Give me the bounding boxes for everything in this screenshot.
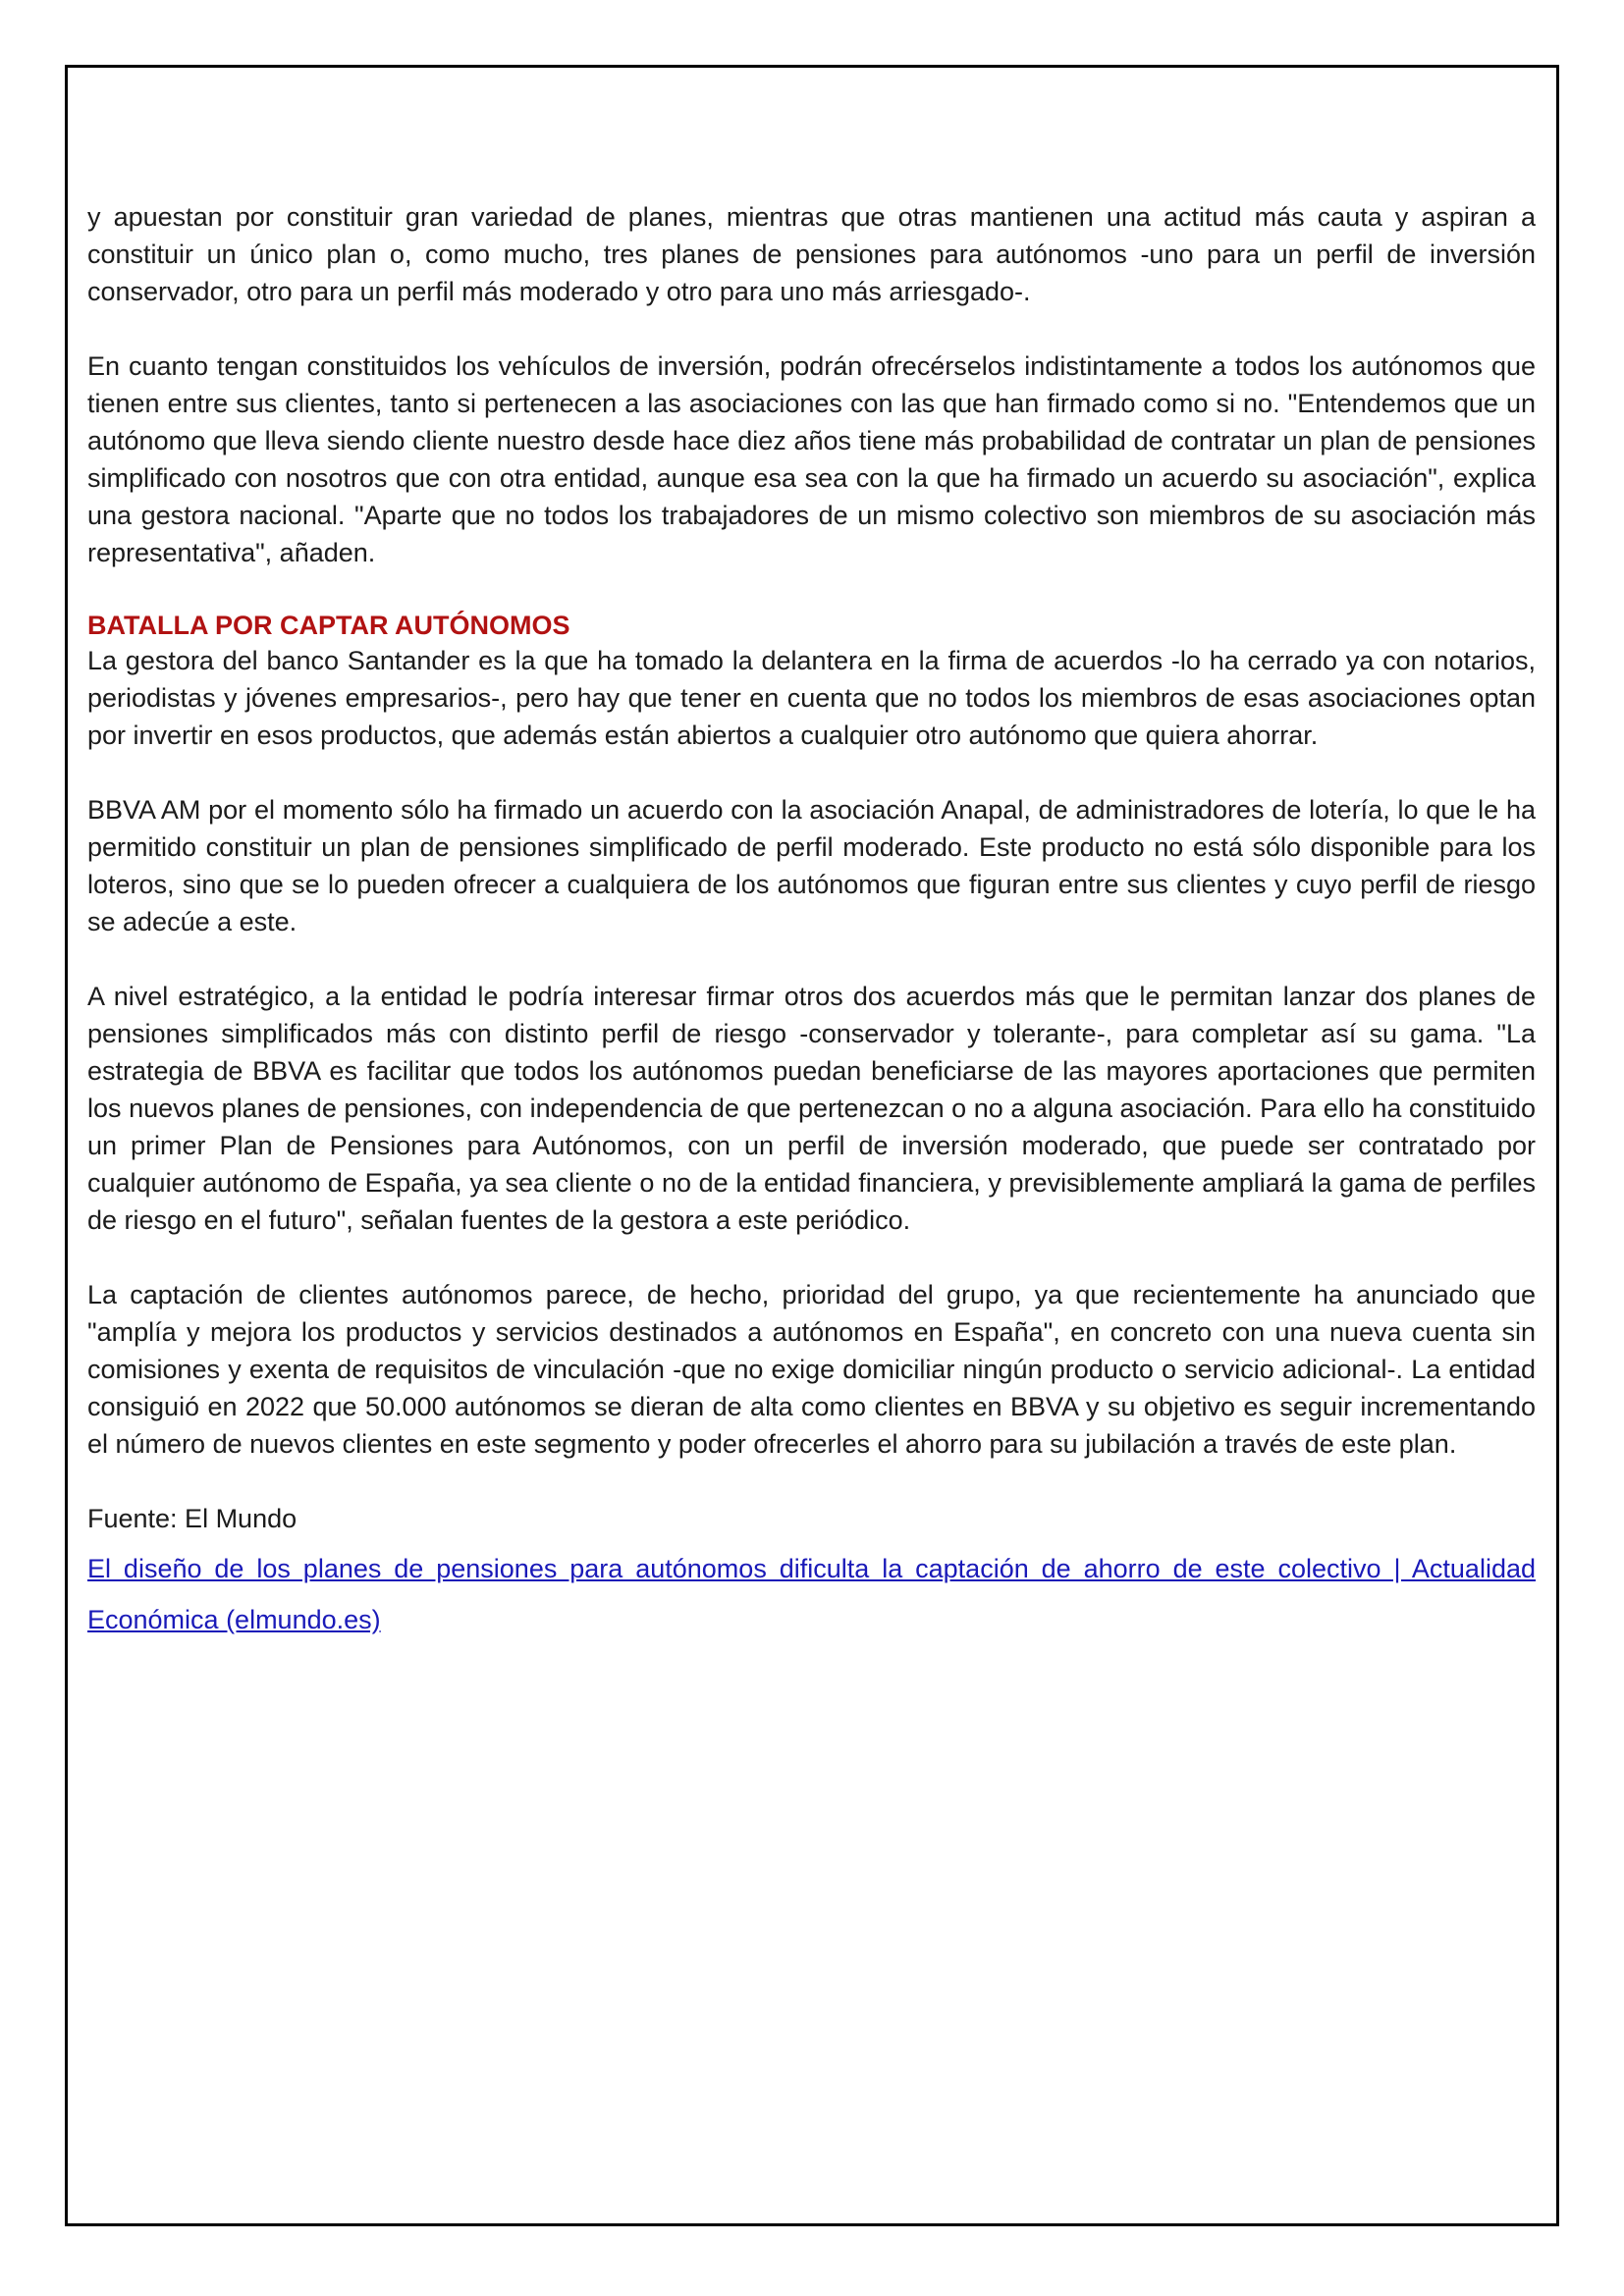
source-line: Fuente: El Mundo [87, 1504, 298, 1533]
paragraph-planes-variedad: y apuestan por constituir gran variedad de planes, mientras que otras mantienen una actitud más cauta y aspiran a constituir un único plan o, como mucho, tres planes de pensiones para autónomos -uno para un perfil de inversión conservador, otro para un perfil más moderado y otro para uno más arriesgado-. [87, 202, 1536, 306]
paragraph-captacion-clientes: La captación de clientes autónomos parece, de hecho, prioridad del grupo, ya que recientemente ha anunciado que "amplía y mejora los productos y servicios destinados a autónomos en España", en concreto con una nueva cuenta sin comisiones y exenta de requisitos de vinculación -que no exige domiciliar ningún producto o servicio adicional-. La entidad consiguió en 2022 que 50.000 autónomos se dieran de alta como clientes en BBVA y su objetivo es seguir incrementando el número de nuevos clientes en este segmento y poder ofrecerles el ahorro para su jubilación a través de este plan. [87, 1280, 1536, 1459]
paragraph-vehiculos-inversion: En cuanto tengan constituidos los vehículos de inversión, podrán ofrecérselos indistintamente a todos los autónomos que tienen entre sus clientes, tanto si pertenecen a las asociaciones con las que han firmado como si no. "Entendemos que un autónomo que lleva siendo cliente nuestro desde hace diez años tiene más probabilidad de contratar un plan de pensiones simplificado con nosotros que con otra entidad, aunque esa sea con la que ha firmado un acuerdo su asociación", explica una gestora nacional. "Aparte que no todos los trabajadores de un mismo colectivo son miembros de su asociación más representativa", añaden. [87, 351, 1536, 567]
paragraph-nivel-estrategico: A nivel estratégico, a la entidad le podría interesar firmar otros dos acuerdos más que le permitan lanzar dos planes de pensiones simplificados más con distinto perfil de riesgo -conservador y tolerante-, para completar así su gama. "La estrategia de BBVA es facilitar que todos los autónomos puedan beneficiarse de las mayores aportaciones que permiten los nuevos planes de pensiones, con independencia de que pertenezcan o no a alguna asociación. Para ello ha constituido un primer Plan de Pensiones para Autónomos, con un perfil de inversión moderado, que puede ser contratado por cualquier autónomo de España, ya sea cliente o no de la entidad financiera, y previsiblemente ampliará la gama de perfiles de riesgo en el futuro", señalan fuentes de la gestora a este periódico. [87, 982, 1536, 1235]
page-frame [65, 65, 1559, 2226]
section-heading-batalla: BATALLA POR CAPTAR AUTÓNOMOS [87, 611, 570, 640]
paragraph-bbva-anapal: BBVA AM por el momento sólo ha firmado un acuerdo con la asociación Anapal, de administradores de lotería, lo que le ha permitido constituir un plan de pensiones simplificado de perfil moderado. Este producto no está sólo disponible para los loteros, sino que se lo pueden ofrecer a cualquiera de los autónomos que figuran entre sus clientes y cuyo perfil de riesgo se adecúe a este. [87, 795, 1536, 936]
paragraph-gestora-santander: La gestora del banco Santander es la que ha tomado la delantera en la firma de acuerdos -lo ha cerrado ya con notarios, periodistas y jóvenes empresarios-, pero hay que tener en cuenta que no todos los miembros de esas asociaciones optan por invertir en esos productos, que además están abiertos a cualquier otro autónomo que quiera ahorrar. [87, 646, 1536, 750]
article-link[interactable]: El diseño de los planes de pensiones para autónomos dificulta la captación de ahorro de este colectivo | Actualidad Económica (elmundo.es) [87, 1554, 1536, 1634]
document-content [68, 68, 1556, 1645]
